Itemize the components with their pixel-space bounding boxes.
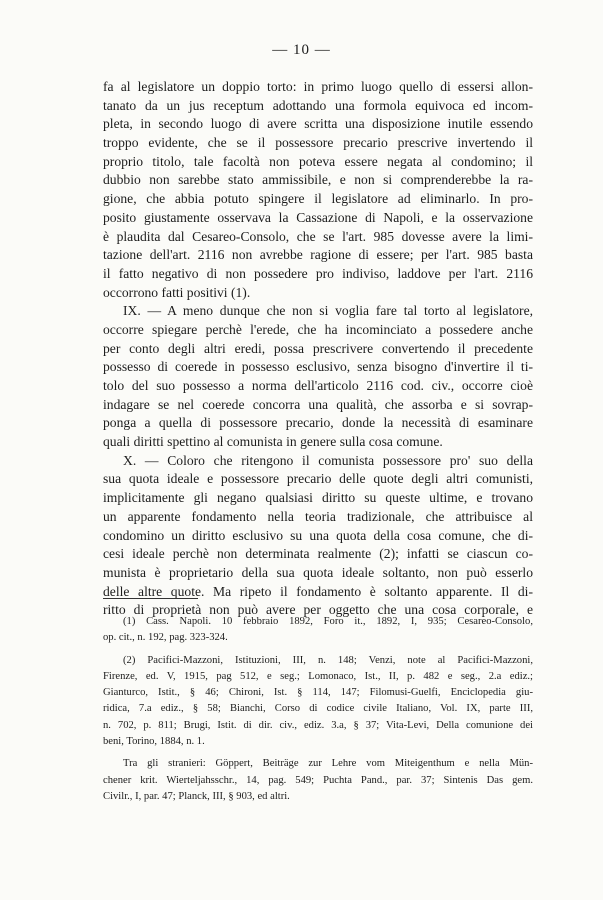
- footnote-separator: [103, 598, 198, 599]
- footnote-line: (1) Cass. Napoli. 10 febbraio 1892, Foro it., 1892, I, 935; Cesareo-Consolo,: [123, 616, 533, 627]
- footnote-line: chener krit. Wierteljahsschr., 14, pag. 549; Puchta Pand., par. 37; Sintenis Das gem.: [103, 774, 533, 786]
- text-line: per conto degli altri eredi, possa prescrivere convertendo il precedente: [103, 340, 533, 356]
- footnote: [103, 653, 533, 751]
- text-line: delle altre quote. Ma ripeto il fondamento è soltanto apparente. Il di-: [103, 583, 533, 599]
- footnote-line: n. 702, p. 811; Brugi, Istit. di dir. civ., ediz. 3.a, § 37; Vita-Levi, Della comunione dei: [103, 719, 533, 731]
- text-line: X. — Coloro che ritengono il comunista possessore pro' suo della: [123, 452, 533, 468]
- text-line: indagare se nel coerede concorra una qualità, che assorba e si sovrap-: [103, 396, 533, 412]
- footnotes: [103, 614, 533, 805]
- text-line: condomino un diritto esclusivo su una quota della cosa comune, che di-: [103, 527, 533, 543]
- footnote: [103, 614, 533, 647]
- text-line: un apparente fondamento nella teoria tradizionale, che attribuisce al: [103, 508, 533, 524]
- text-line: il fatto negativo di non possedere pro indiviso, laddove per l'art. 2116: [103, 265, 533, 281]
- text-line: è plaudita dal Cesareo-Consolo, che se l'art. 985 dovesse avere la limi-: [103, 228, 533, 244]
- text-line: dubbio non sarebbe stato ammissibile, e non si comprenderebbe la ra-: [103, 172, 533, 188]
- text-line: ritto di proprietà non può avere per oggetto che una cosa corporale, e: [103, 602, 533, 618]
- page-number: — 10 —: [272, 42, 331, 58]
- text-line: pleta, in secondo luogo di avere scritta una disposizione inutile essendo: [103, 116, 533, 132]
- text-line: proprio titolo, tale facoltà non poteva essere negata al condomino; il: [103, 153, 533, 169]
- text-line: tazione dell'art. 2116 non avrebbe ragione di essere; per l'art. 985 basta: [103, 247, 533, 263]
- text-line: tanato da un jus receptum adottando una formola equivoca ed incom-: [103, 97, 533, 113]
- text-line: tolo del suo possesso a norma dell'articolo 2116 cod. civ., occorre cioè: [103, 378, 533, 393]
- text-line: fa al legislatore un doppio torto: in primo luogo quello di essersi allon-: [103, 79, 533, 94]
- text-line: occorre spiegare perchè l'erede, che ha incominciato a possedere anche: [103, 321, 533, 337]
- footnote: [103, 756, 533, 805]
- footnote-line: (2) Pacifici-Mazzoni, Istituzioni, III, n. 148; Venzi, note al Pacifici-Mazzoni,: [123, 654, 533, 666]
- text-line: cesi ideale perchè non determinata realmente (2); infatti se ciascun co-: [103, 546, 533, 562]
- footnote-line: Civilr., I, par. 47; Planck, III, § 903, ed altri.: [103, 790, 290, 802]
- text-line: sua quota ideale e possessore precario delle quote degli altri comunisti,: [103, 471, 533, 487]
- footnote-line: ridica, 7.a ediz., § 58; Bianchi, Corso di codice civile Italiano, Vol. IX, parte III,: [103, 703, 533, 715]
- text-line: implicitamente gli negano qualsiasi diritto su queste ultime, e trovano: [103, 490, 533, 506]
- footnote-line: Firenze, ed. V, 1915, pag 512, e seg.; Lomonaco, Ist., II, p. 482 e seg., 2.a ediz.;: [103, 670, 533, 682]
- footnote-line: Tra gli stranieri: Göppert, Beiträge zur Lehre vom Miteigenthum e nella Mün-: [123, 758, 533, 770]
- text-line: gione, che abbia potuto spingere il legislatore ad eliminarlo. In pro-: [103, 191, 533, 207]
- text-line: quali diritti spettino al comunista in genere sulla cosa comune.: [103, 434, 443, 450]
- text-line: troppo evidente, che se il possessore precario prescrive invertendo il: [103, 135, 533, 151]
- text-line: ponga a quella di possessore precario, donde la necessità di esaminare: [103, 415, 533, 431]
- text-line: munista è proprietario della sua quota ideale soltanto, non può esserlo: [103, 564, 533, 580]
- text-line: possesso di coerede in possesso esclusivo, senza bisogno d'invertire il ti-: [103, 359, 533, 375]
- text-line: posito giustamente osservava la Cassazione di Napoli, e la osservazione: [103, 209, 533, 225]
- footnote-line: op. cit., n. 192, pag. 323-324.: [103, 632, 228, 644]
- footnote-line: beni, Torino, 1884, n. 1.: [103, 736, 205, 748]
- text-line: occorrono fatti positivi (1).: [103, 284, 251, 300]
- body-text: [103, 78, 533, 620]
- footnote-line: Gianturco, Istit., § 46; Chironi, Ist. § 114, 147; Filomusi-Guelfi, Enciclopedia giu-: [103, 687, 533, 699]
- text-line: IX. — A meno dunque che non si voglia fare tal torto al legislatore,: [123, 303, 533, 319]
